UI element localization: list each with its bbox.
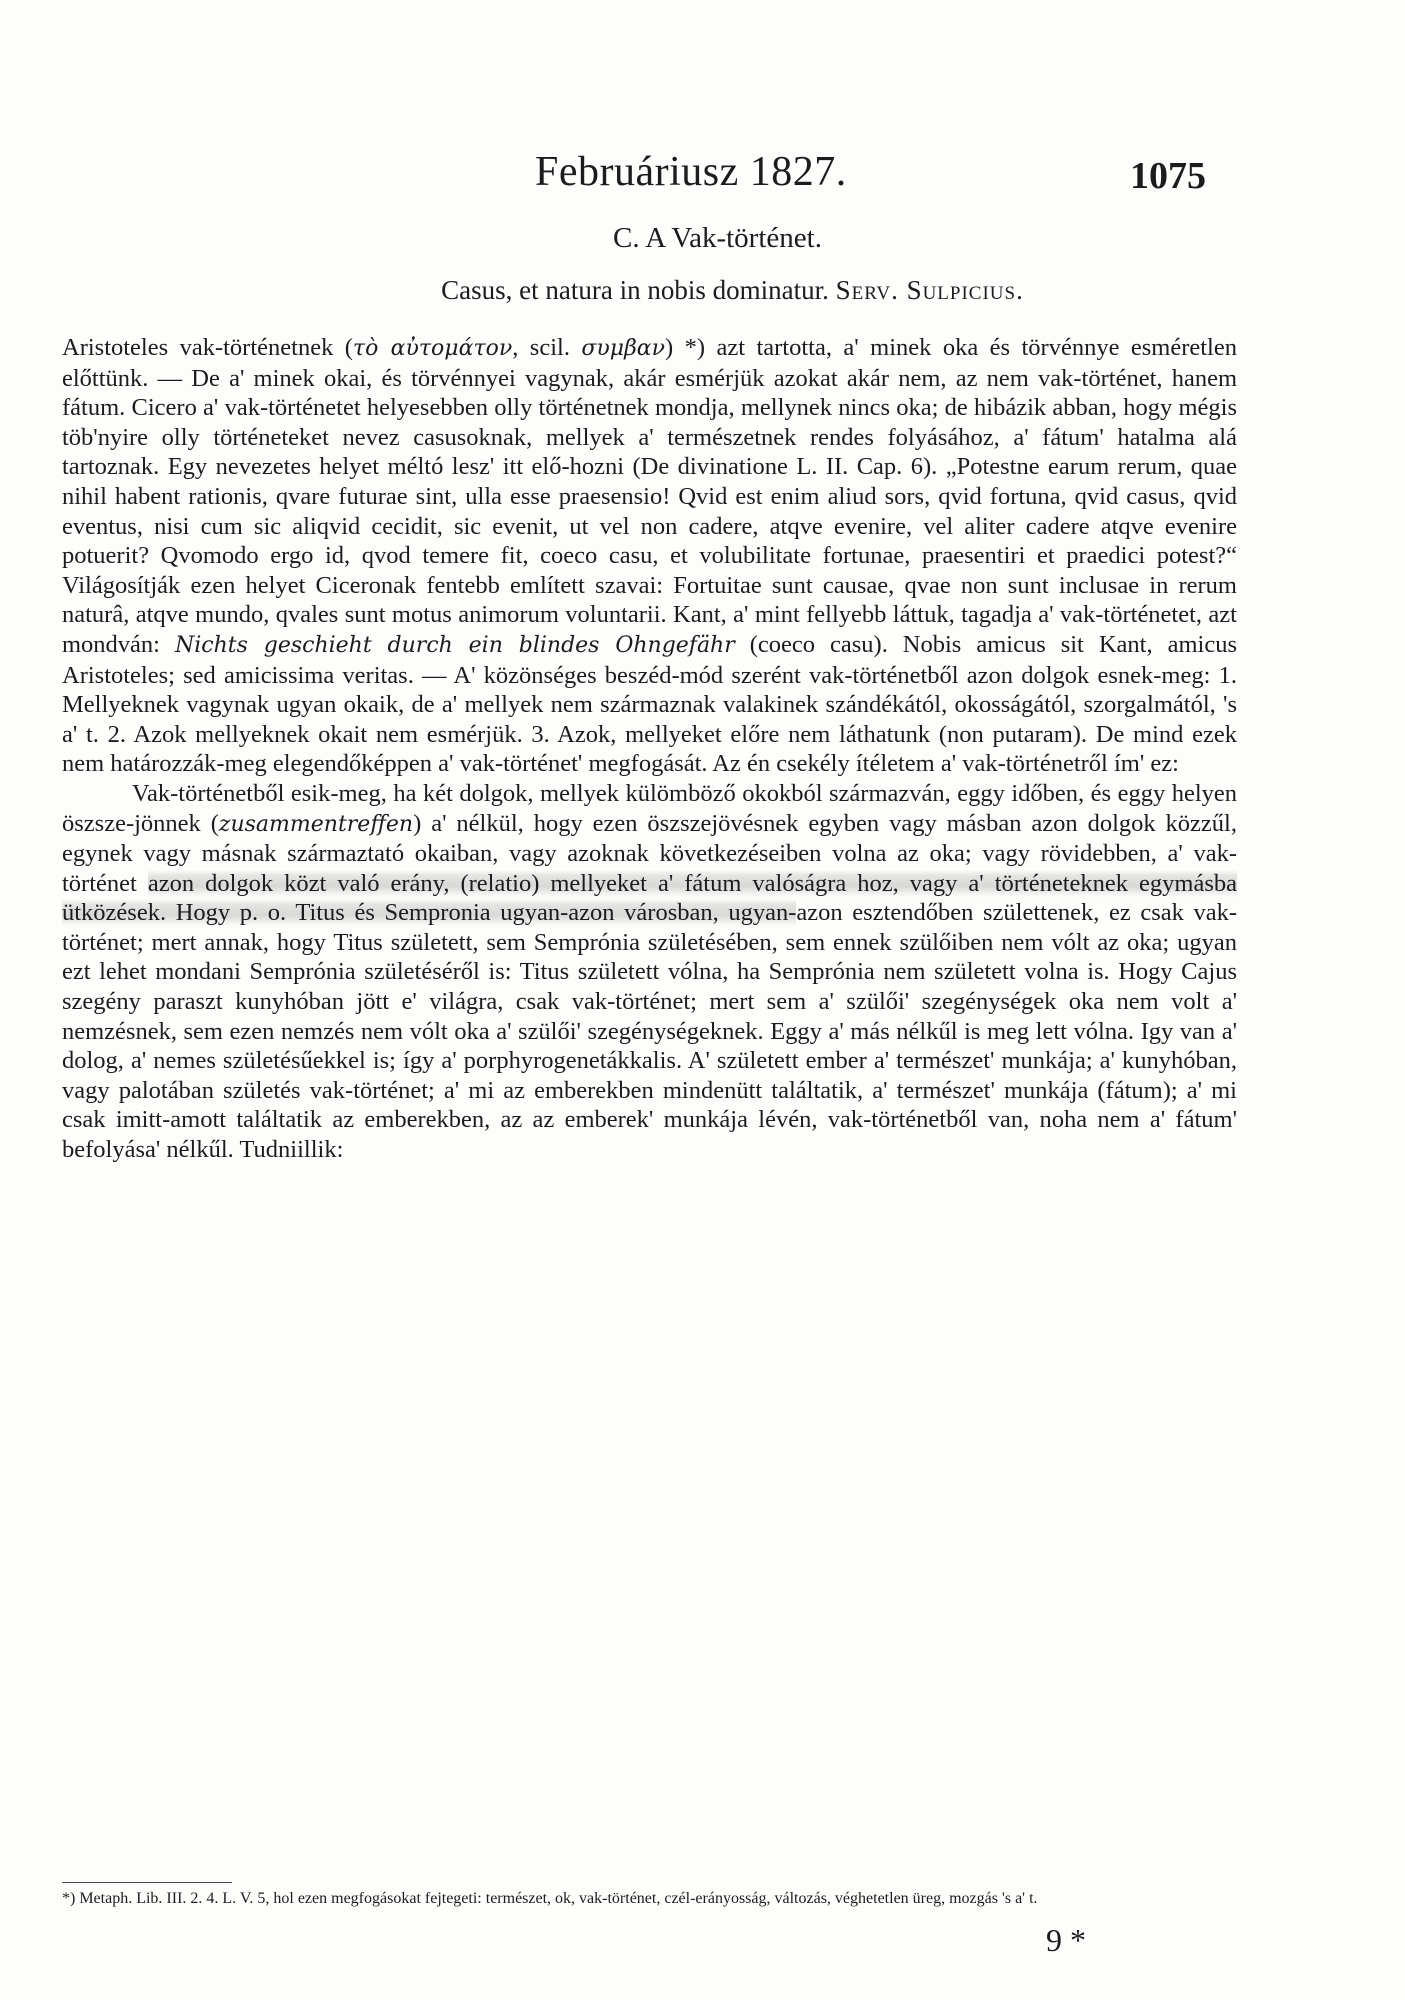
body-text — [62, 333, 1237, 1165]
paragraph-1-text-b: , scil. — [512, 334, 582, 361]
paragraph-2-text-b: ) a' nélkül, hogy ezen öszszejövésnek egyben vagy másban azon dolgok közzűl, egynek vagy másnak származtató okaiban, vagy azoknak következéseiben volna az oka; vagy rövidebben, a' vak-történet — [62, 809, 1237, 897]
paragraph-2-text-a: Vak-történetből esik-meg, ha két dolgok, mellyek külömböző okokból származván, eggy időben, és eggy helyen öszsze-jönnek ( — [62, 779, 1237, 837]
paragraph-1-text-a: Aristoteles vak-történetnek ( — [62, 334, 353, 361]
running-head — [0, 148, 1405, 208]
paragraph-2-text-c: azon esztendőben születtenek, ez csak vak-történet; mert annak, hogy Titus született, sem Semprónia születésében, sem ennek szülőiben nem vólt az oka; ugyan ezt lehet mondani Semprónia születéséről is: Titus született vólna, ha Semprónia nem született volna is. Hogy Cajus szegény paraszt kunyhóban jött e' világra, csak vak-történet; mert sem a' szülői' szegénységek oka nem volt a' nemzésnek, sem ezen nemzés nem vólt oka a' szülői' szegénységeknek. Eggy a' más nélkűl is meg lett vólna. Igy van a' dolog, a' nemes születésűekkel is; így a' porphyrogenetákkalis. A' született ember a' természet' munkája; a' kunyhóban, vagy palotában születés vak-történet; a' mi az emberekben mindenütt találtatik, a' természet' munkája (fátum); a' mi csak imitt-amott találtatik az emberekben, az az emberek' munkája lévén, vak-történetből van, noha nem a' fátum' befolyása' nélkűl. Tudniillik: — [62, 899, 1238, 1164]
german-quote: Nichts geschieht durch ein blindes Ohngefähr — [174, 632, 735, 658]
signature-mark: 9 * — [1046, 1922, 1086, 1958]
greek-term-automaton: τὸ αὐτομάτον — [352, 336, 513, 361]
paragraph-2 — [62, 779, 1237, 1165]
paragraph-1-text-d: (coeco casu). Nobis amicus sit Kant, amicus Aristoteles; sed amicissima veritas. — A' közönséges beszéd-mód szerént vak-történetből azon dolgok esnek-meg: 1. Mellyeknek vagynak ugyan okaik, de a' mellyek nem származnak valakinek szándékától, okosságától, szorgalmától, 's a' t. 2. Azok mellyeknek okait nem esmérjük. 3. Azok, mellyeket előre nem láthatunk (non putaram). De mind ezek nem határozzák-meg elegendőképpen a' vak-történet' megfogását. Az én csekély ítéletem a' vak-történetről ím' ez: — [62, 630, 1237, 778]
page-number: 1075 — [1130, 155, 1206, 197]
motto — [0, 275, 1405, 306]
footnote: *) Metaph. Lib. III. 2. 4. L. V. 5, hol ezen megfogásokat fejtegeti: természet, ok, vak-történet, czél-erányosság, változás, véghetetlen üreg, mozgás 's a' t. — [62, 1890, 1038, 1907]
greek-term-symban: συμβαν — [581, 336, 666, 361]
motto-author: Serv. Sulpicius. — [835, 275, 1024, 305]
paragraph-1-text-c: ) *) azt tartotta, a' minek oka és törvénnye esméretlen előttünk. — De a' minek okai, és törvénnyei vagynak, akár esmérjük azokat akár nem, az nem vak-történet, hanem fátum. Cicero a' vak-történetet helyesebben olly történetnek mondja, mellynek nincs oka; de hibázik abban, hogy mégis töb'nyire olly történeteket nevez casusoknak, mellyek a' természetnek rendes folyásához, a' fátum' hatalma alá tartoznak. Egy nevezetes helyet méltó lesz' itt elő-hozni (De divinatione L. II. Cap. 6). „Potestne earum rerum, quae nihil habent rationis, qvare futurae sint, ulla esse praesensio! Qvid est enim aliud sors, qvid fortuna, qvid casus, qvid eventus, nisi cum sic aliqvid cecidit, sic evenit, ut vel non cadere, atqve evenire, vel aliter cadere atqve evenire potuerit? Qvomodo ergo id, qvod temere fit, coeco casu, et volubilitate fortunae, praesentiri et praedici potest?“ Világosítják ezen helyet Ciceronak fentebb említett szavai: Fortuitae sunt causae, qvae non sunt inclusae in rerum naturâ, atqve mundo, qvales sunt motus animorum voluntarii. Kant, a' mint fellyebb láttuk, tagadja a' vak-történetet, azt mondván: — [62, 334, 1237, 658]
smudged-passage: azon dolgok közt való erány, (relatio) mellyeket a' fátum valóságra hoz, vagy a' történeteknek egymásba ütközések. Hogy p. o. Titus és Sempronia ugyan-azon városban, ugyan- — [62, 869, 1238, 927]
section-heading: C. A Vak-történet. — [613, 222, 822, 254]
footnote-rule — [62, 1882, 232, 1883]
motto-text: Casus, et natura in nobis dominatur. — [441, 275, 829, 305]
german-term-zusammentreffen: zusammentreffen — [218, 811, 414, 837]
paragraph-1 — [62, 333, 1237, 779]
running-head-title: Februáriusz 1827. — [535, 149, 847, 195]
